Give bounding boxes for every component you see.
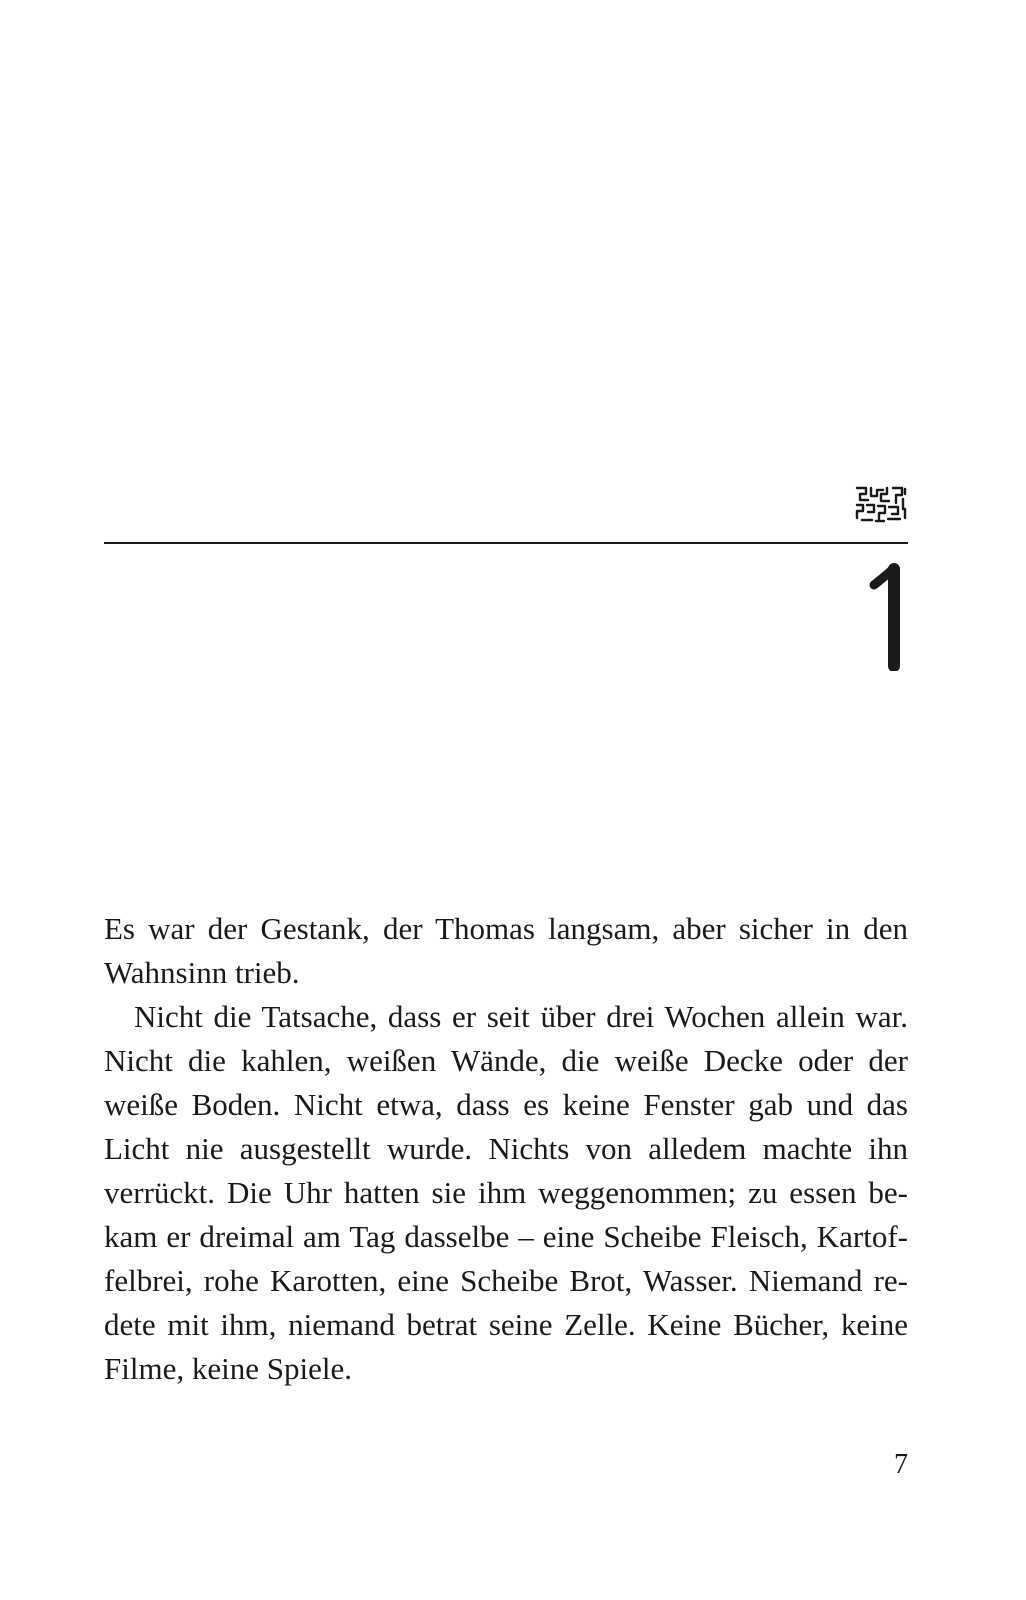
body-text — [104, 907, 908, 1391]
chapter-number-text: 1 — [864, 563, 865, 564]
page-number: 7 — [894, 1449, 908, 1480]
maze-ornament-icon — [854, 485, 908, 523]
chapter-rule — [104, 542, 908, 544]
paragraph: Nicht die Tatsache, dass er seit über drei Wochen allein war. Nicht die kahlen, weißen Wände, die weiße Decke oder der weiße Boden. Nicht etwa, dass es keine Fenster gab und das Licht nie ausgestellt wurde. Nichts von alledem machte ihn verrückt. Die Uhr hatten sie ihm weggenommen; zu essen bekam er dreimal am Tag dasselbe – eine Scheibe Fleisch, Kartoffelbrei, rohe Karotten, eine Scheibe Brot, Wasser. Niemand redete mit ihm, niemand betrat seine Zelle. Keine Bücher, keine Filme, keine Spiele. — [104, 999, 908, 1386]
chapter-number — [864, 563, 914, 671]
paragraph: Es war der Gestank, der Thomas langsam, aber sicher in den Wahnsinn trieb. — [104, 911, 908, 990]
